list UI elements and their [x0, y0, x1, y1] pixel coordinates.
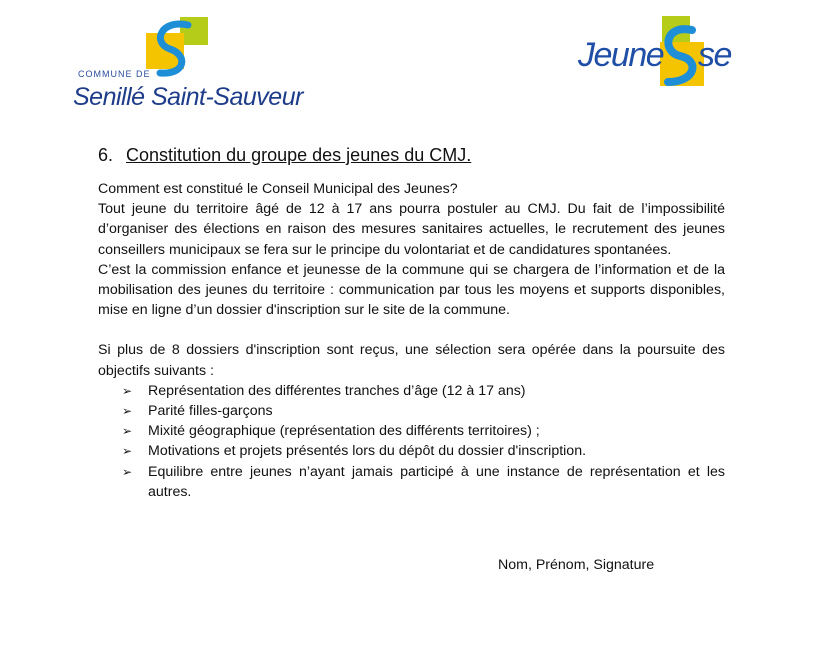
- paragraph-spacer: [98, 320, 725, 340]
- list-item: [98, 381, 725, 401]
- paragraph-question: Comment est constitué le Conseil Municipal des Jeunes?: [98, 181, 458, 197]
- section-heading: [98, 145, 471, 166]
- arrow-bullet-icon: ➢: [122, 444, 133, 459]
- logo-commune-name: Senillé Saint-Sauveur: [73, 83, 303, 111]
- section-title: Constitution du groupe des jeunes du CMJ.: [126, 145, 472, 165]
- list-item: [98, 441, 725, 461]
- section-number: 6.: [98, 145, 114, 165]
- list-item-text: Motivations et projets présentés lors du dépôt du dossier d'inscription.: [148, 443, 587, 460]
- list-item: [98, 421, 725, 441]
- criteria-list: [98, 381, 725, 502]
- commune-logo: [70, 15, 303, 115]
- arrow-bullet-icon: ➢: [122, 383, 133, 398]
- list-item: [98, 462, 725, 502]
- list-item-text: Représentation des différentes tranches d’âge (12 à 17 ans): [148, 382, 526, 399]
- document-body: [98, 179, 725, 502]
- logo-commune-label: COMMUNE DE: [78, 69, 151, 79]
- arrow-bullet-icon: ➢: [122, 424, 133, 439]
- arrow-bullet-icon: ➢: [122, 404, 133, 419]
- paragraph-commission: C’est la commission enfance et jeunesse de la commune qui se chargera de l’information et de la mobilisation des jeunes du territoire : communication par tous les moyens et supports disponibles, mise en ligne d’un dossier d'inscription sur le site de la commune.: [98, 261, 725, 319]
- paragraph-selection: Si plus de 8 dossiers d'inscription sont reçus, une sélection sera opérée dans la poursuite des objectifs suivants :: [98, 342, 725, 379]
- logo-jeunesse-part2: se: [698, 36, 731, 74]
- paragraph-eligibility: Tout jeune du territoire âgé de 12 à 17 ans pourra postuler au CMJ. Du fait de l’impossibilité d’organiser des élections en raison des mesures sanitaires actuelles, le recrutement des jeunes conseillers municipaux se fera sur le principe du volontariat et de candidatures spontanées.: [98, 201, 725, 258]
- arrow-bullet-icon: ➢: [122, 464, 133, 479]
- signature-label: Nom, Prénom, Signature: [498, 557, 655, 573]
- list-item-text: Mixité géographique (représentation des différents territoires) ;: [148, 423, 540, 440]
- jeunesse-logo: [576, 16, 746, 96]
- logo-jeunesse-part1: Jeune: [578, 36, 664, 74]
- list-item-text: Equilibre entre jeunes n’ayant jamais participé à une instance de représentation et les autres.: [148, 463, 725, 500]
- list-item: [98, 401, 725, 421]
- list-item-text: Parité filles-garçons: [148, 403, 273, 420]
